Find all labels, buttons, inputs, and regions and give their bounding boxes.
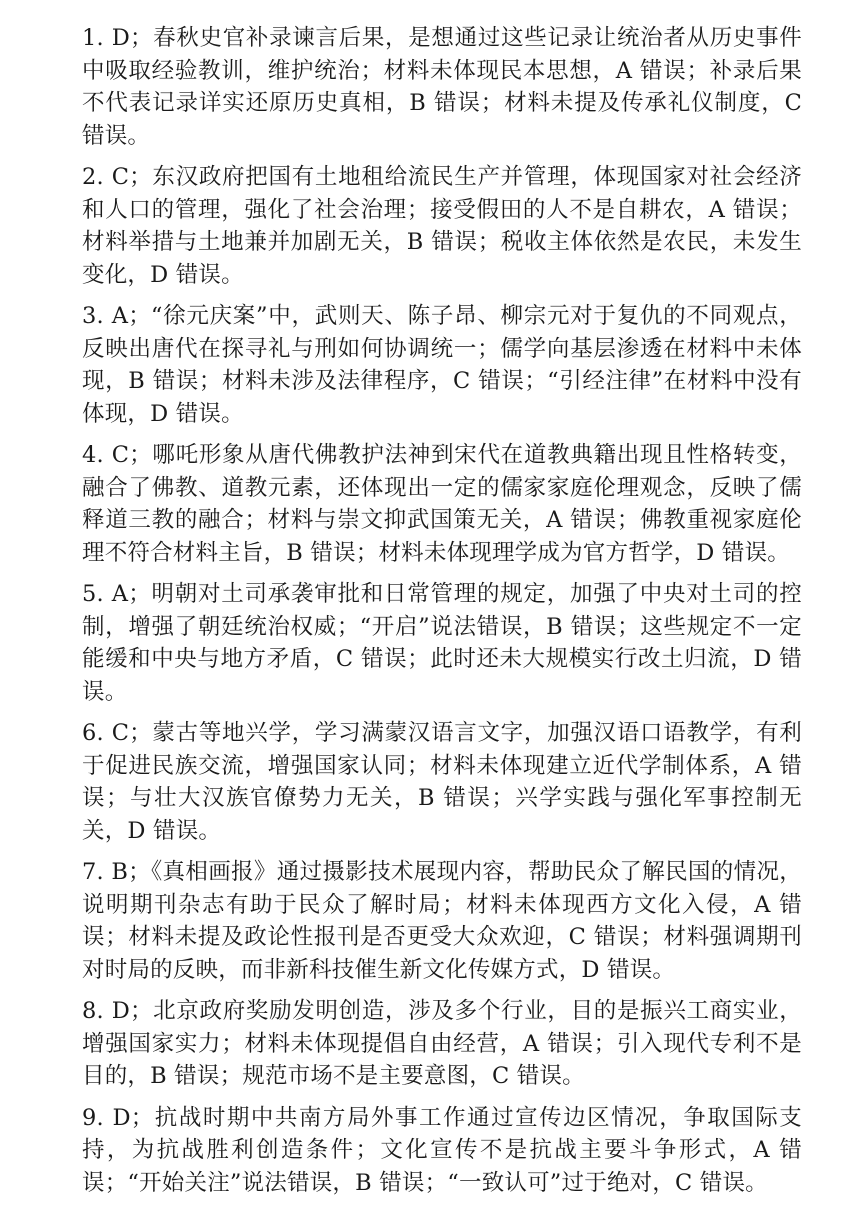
answer-item-1: 1. D；春秋史官补录谏言后果，是想通过这些记录让统治者从历史事件中吸取经验教训，维护统治；材料未体现民本思想，A 错误；补录后果不代表记录详实还原历史真相，B 错误；材料未提及传承礼仪制度，C 错误。 [82,25,802,149]
answer-item-9: 9. D；抗战时期中共南方局外事工作通过宣传边区情况，争取国际支持，为抗战胜利创造条件；文化宣传不是抗战主要斗争形式，A 错误；“开始关注”说法错误，B 错误；“一致认可”过于绝对，C 错误。 [82,1104,802,1196]
answer-item-7: 7. B；《真相画报》通过摄影技术展现内容，帮助民众了解民国的情况，说明期刊杂志有助于民众了解时局；材料未体现西方文化入侵，A 错误；材料未提及政论性报刊是否更受大众欢迎，C 错误；材料强调期刊对时局的反映，而非新科技催生新文化传媒方式，D 错误。 [82,859,802,983]
answer-item-8: 8. D；北京政府奖励发明创造，涉及多个行业，目的是振兴工商实业，增强国家实力；材料未体现提倡自由经营，A 错误；引入现代专利不是目的，B 错误；规范市场不是主要意图，C 错误。 [82,998,802,1089]
answer-item-4: 4. C；哪吒形象从唐代佛教护法神到宋代在道教典籍出现且性格转变，融合了佛教、道教元素，还体现出一定的儒家家庭伦理观念，反映了儒释道三教的融合；材料与崇文抑武国策无关，A 错误；佛教重视家庭伦理不符合材料主旨，B 错误；材料未体现理学成为官方哲学，D 错误。 [82,442,802,566]
answer-item-2: 2. C；东汉政府把国有土地租给流民生产并管理，体现国家对社会经济和人口的管理，强化了社会治理；接受假田的人不是自耕农，A 错误；材料举措与土地兼并加剧无关，B 错误；税收主体依然是农民，未发生变化，D 错误。 [82,164,802,288]
answer-item-6: 6. C；蒙古等地兴学，学习满蒙汉语言文字，加强汉语口语教学，有利于促进民族交流，增强国家认同；材料未体现建立近代学制体系，A 错误；与壮大汉族官僚势力无关，B 错误；兴学实践与强化军事控制无关，D 错误。 [82,720,802,844]
answer-item-5: 5. A；明朝对土司承袭审批和日常管理的规定，加强了中央对土司的控制，增强了朝廷统治权威；“开启”说法错误，B 错误；这些规定不一定能缓和中央与地方矛盾，C 错误；此时还未大规模实行改土归流，D 错误。 [82,581,802,705]
answer-explanations [82,22,802,1208]
answer-item-3: 3. A；“徐元庆案”中，武则天、陈子昂、柳宗元对于复仇的不同观点，反映出唐代在探寻礼与刑如何协调统一；儒学向基层渗透在材料中未体现，B 错误；材料未涉及法律程序，C 错误；“引经注律”在材料中没有体现，D 错误。 [82,303,802,427]
